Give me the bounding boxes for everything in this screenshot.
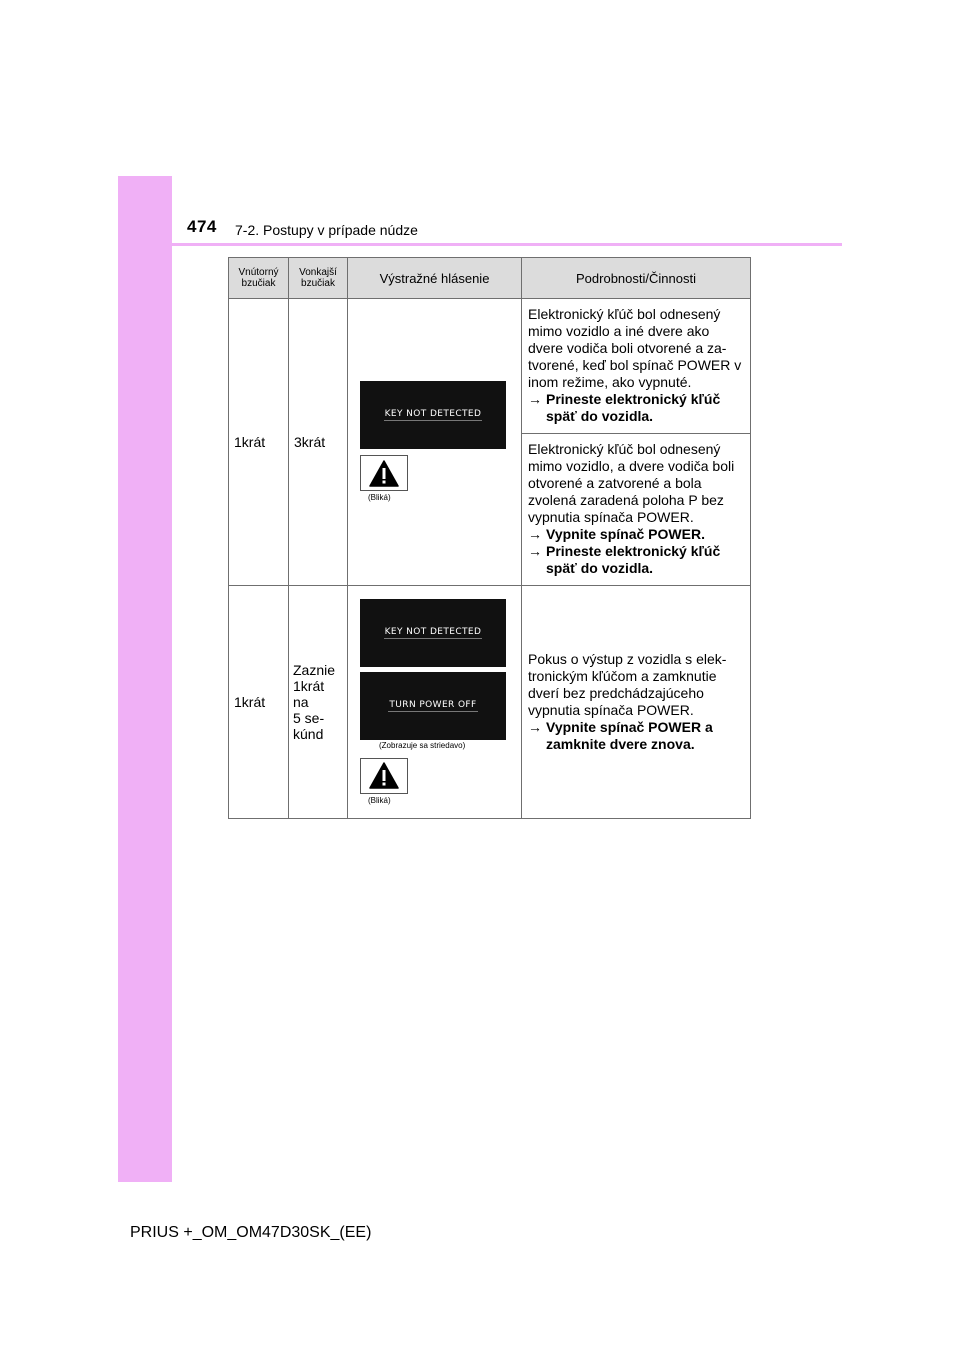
header-outer-buzzer: Vonkajší bzučiak	[289, 258, 348, 299]
warning-triangle-icon	[360, 455, 408, 491]
action-text: Vypnite spínač POWER.	[546, 526, 705, 543]
row1-warning-message	[348, 299, 522, 586]
screen-text: KEY NOT DETECTED	[384, 409, 482, 419]
table-row	[229, 586, 751, 819]
flashing-caption: (Bliká)	[368, 795, 391, 805]
action-step	[528, 391, 744, 425]
alternate-caption: (Zobrazuje sa striedavo)	[379, 740, 466, 750]
outer-line: 1krát	[293, 678, 325, 694]
arrow-icon: →	[528, 391, 542, 408]
row1-details-b	[522, 433, 751, 585]
row1-inner-buzzer: 1krát	[229, 299, 289, 586]
header-details: Podrobnosti/Činnosti	[522, 258, 751, 299]
key-not-detected-screen	[360, 381, 506, 449]
header-inner-buzzer: Vnútorný bzučiak	[229, 258, 289, 299]
action-step	[528, 719, 744, 753]
warning-message-table	[228, 257, 751, 819]
action-text: Prineste elektronický kľúč späť do vozidla.	[546, 391, 721, 425]
row1-details-a	[522, 299, 751, 434]
outer-line: kúnd	[293, 726, 324, 742]
flashing-caption: (Bliká)	[368, 493, 391, 502]
row2-details	[522, 586, 751, 819]
screen-text: KEY NOT DETECTED	[384, 626, 482, 637]
arrow-icon: →	[528, 719, 542, 735]
section-title: 7-2. Postupy v prípade núdze	[235, 222, 418, 238]
action-text: Vypnite spínač POWER a zamknite dvere znova.	[546, 719, 713, 752]
row2-warning-message	[348, 586, 522, 819]
page-number: 474	[187, 217, 217, 236]
row2-inner-buzzer: 1krát	[229, 586, 289, 819]
action-text: Prineste elektronický kľúč späť do vozidla.	[546, 543, 721, 577]
action-step	[528, 526, 744, 543]
outer-line: 5 se-	[293, 710, 325, 726]
screen-text: TURN POWER OFF	[389, 699, 477, 710]
table-header-row	[229, 258, 751, 299]
arrow-icon: →	[528, 526, 542, 543]
detail-text: Pokus o výstup z vozidla s elek-tronickým kľúčom a zamknutie dverí bez predchádzajúceho vypnutia spínača POWER.	[528, 651, 727, 718]
detail-text: Elektronický kľúč bol odnesený mimo vozidlo a iné dvere ako dvere vodiča boli otvorené a za-tvorené, keď bol spínač POWER v inom režime, ako vypnuté.	[528, 306, 742, 391]
header-divider	[118, 243, 842, 246]
row1-outer-buzzer: 3krát	[289, 299, 348, 586]
table-row	[229, 299, 751, 434]
action-step	[528, 543, 744, 577]
warning-triangle-icon	[360, 758, 408, 794]
sidebar-tab	[118, 176, 172, 1182]
document-code: PRIUS +_OM_OM47D30SK_(EE)	[130, 1224, 372, 1241]
outer-line: Zaznie	[293, 662, 336, 678]
outer-line: na	[293, 694, 309, 710]
header-warning-message: Výstražné hlásenie	[348, 258, 522, 299]
key-not-detected-screen	[360, 599, 506, 667]
turn-power-off-screen	[360, 672, 506, 740]
detail-text: Elektronický kľúč bol odnesený mimo vozidlo, a dvere vodiča boli otvorené a zatvorené a bola zvolená zaradená poloha P bez vypnutia spínača POWER.	[528, 441, 735, 526]
row2-outer-buzzer	[289, 586, 348, 819]
arrow-icon: →	[528, 543, 542, 560]
